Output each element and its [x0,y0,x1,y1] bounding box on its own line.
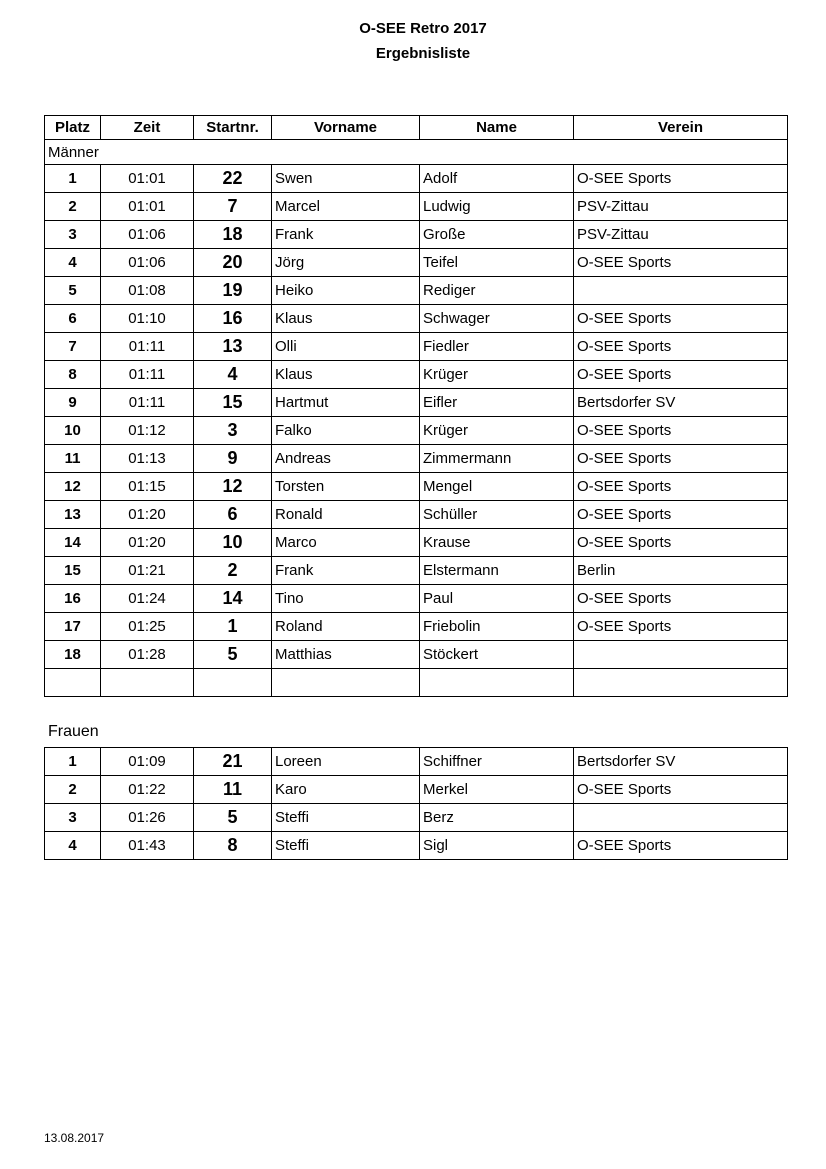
cell-verein: O-SEE Sports [574,165,788,193]
cell-startnr: 7 [194,193,272,221]
cell-verein [574,804,788,832]
cell-zeit: 01:43 [101,832,194,860]
cell-vorname: Swen [272,165,420,193]
cell-name: Krüger [420,361,574,389]
cell-vorname: Frank [272,557,420,585]
women-results-table [44,747,788,860]
cell-verein: O-SEE Sports [574,333,788,361]
page-title: O-SEE Retro 2017 [359,20,487,37]
cell-zeit: 01:15 [101,473,194,501]
cell-startnr: 3 [194,417,272,445]
cell-verein: O-SEE Sports [574,417,788,445]
cell-verein: Bertsdorfer SV [574,389,788,417]
cell-startnr: 18 [194,221,272,249]
cell-zeit: 01:01 [101,165,194,193]
cell-verein: PSV-Zittau [574,221,788,249]
table-row [45,613,788,641]
cell-vorname: Marcel [272,193,420,221]
cell-platz: 18 [45,641,101,669]
cell-vorname: Andreas [272,445,420,473]
cell-vorname: Klaus [272,305,420,333]
table-row [45,529,788,557]
cell-verein: O-SEE Sports [574,832,788,860]
cell-platz: 5 [45,277,101,305]
cell-vorname: Olli [272,333,420,361]
cell-zeit: 01:21 [101,557,194,585]
cell-verein: O-SEE Sports [574,501,788,529]
table-row [45,501,788,529]
cell-zeit: 01:11 [101,333,194,361]
table-row [45,445,788,473]
cell-platz: 10 [45,417,101,445]
cell-verein: O-SEE Sports [574,305,788,333]
cell-startnr: 13 [194,333,272,361]
cell-zeit: 01:10 [101,305,194,333]
cell-vorname: Steffi [272,832,420,860]
cell-platz: 15 [45,557,101,585]
cell-startnr: 4 [194,361,272,389]
col-startnr: Startnr. [194,116,272,140]
cell-name: Eifler [420,389,574,417]
cell-platz: 13 [45,501,101,529]
cell-startnr: 21 [194,748,272,776]
cell-verein: O-SEE Sports [574,585,788,613]
col-vorname: Vorname [272,116,420,140]
cell-startnr: 22 [194,165,272,193]
cell-vorname: Hartmut [272,389,420,417]
cell-name: Teifel [420,249,574,277]
cell-zeit: 01:25 [101,613,194,641]
cell-platz: 2 [45,776,101,804]
cell-zeit: 01:26 [101,804,194,832]
cell-startnr: 8 [194,832,272,860]
cell-zeit: 01:11 [101,361,194,389]
cell-name: Elstermann [420,557,574,585]
cell-startnr: 11 [194,776,272,804]
cell-platz: 14 [45,529,101,557]
cell-zeit: 01:06 [101,249,194,277]
cell-platz: 17 [45,613,101,641]
cell-platz: 1 [45,748,101,776]
table-row [45,641,788,669]
cell-name: Ludwig [420,193,574,221]
col-zeit: Zeit [101,116,194,140]
cell-zeit: 01:20 [101,501,194,529]
cell-name: Zimmermann [420,445,574,473]
cell-vorname: Klaus [272,361,420,389]
cell-vorname: Marco [272,529,420,557]
cell-verein [574,669,788,697]
table-row [45,221,788,249]
table-row [45,804,788,832]
men-results-table [44,115,788,697]
cell-startnr: 5 [194,804,272,832]
cell-name: Schiffner [420,748,574,776]
cell-platz: 11 [45,445,101,473]
cell-verein: O-SEE Sports [574,445,788,473]
table-row [45,748,788,776]
cell-zeit: 01:06 [101,221,194,249]
cell-startnr: 15 [194,389,272,417]
cell-name: Schüller [420,501,574,529]
cell-vorname: Loreen [272,748,420,776]
col-verein: Verein [574,116,788,140]
cell-platz: 1 [45,165,101,193]
cell-verein: Berlin [574,557,788,585]
table-row [45,557,788,585]
cell-vorname: Heiko [272,277,420,305]
table-row [45,832,788,860]
table-row [45,305,788,333]
cell-platz: 16 [45,585,101,613]
cell-name: Merkel [420,776,574,804]
cell-platz: 9 [45,389,101,417]
cell-zeit [101,669,194,697]
cell-name: Sigl [420,832,574,860]
cell-platz: 3 [45,804,101,832]
cell-name: Stöckert [420,641,574,669]
cell-zeit: 01:12 [101,417,194,445]
cell-name: Krüger [420,417,574,445]
cell-startnr [194,669,272,697]
cell-verein [574,641,788,669]
cell-platz: 6 [45,305,101,333]
cell-zeit: 01:08 [101,277,194,305]
section-label-women: Frauen [48,723,99,740]
cell-startnr: 10 [194,529,272,557]
cell-verein: O-SEE Sports [574,529,788,557]
cell-startnr: 16 [194,305,272,333]
cell-startnr: 14 [194,585,272,613]
section-label-men: Männer [45,140,788,165]
table-row [45,249,788,277]
cell-startnr: 5 [194,641,272,669]
cell-startnr: 19 [194,277,272,305]
cell-name: Berz [420,804,574,832]
cell-vorname [272,669,420,697]
cell-zeit: 01:24 [101,585,194,613]
table-row [45,417,788,445]
cell-name: Friebolin [420,613,574,641]
cell-vorname: Ronald [272,501,420,529]
cell-name: Fiedler [420,333,574,361]
table-row [45,389,788,417]
header-row [45,116,788,140]
cell-platz: 12 [45,473,101,501]
cell-name: Krause [420,529,574,557]
cell-verein: O-SEE Sports [574,361,788,389]
col-name: Name [420,116,574,140]
table-row [45,585,788,613]
table-row [45,333,788,361]
cell-zeit: 01:09 [101,748,194,776]
cell-verein: O-SEE Sports [574,613,788,641]
cell-zeit: 01:28 [101,641,194,669]
cell-startnr: 9 [194,445,272,473]
cell-name: Schwager [420,305,574,333]
cell-platz: 4 [45,249,101,277]
col-platz: Platz [45,116,101,140]
cell-startnr: 20 [194,249,272,277]
cell-verein: O-SEE Sports [574,776,788,804]
cell-zeit: 01:11 [101,389,194,417]
cell-startnr: 12 [194,473,272,501]
cell-platz: 3 [45,221,101,249]
table-row [45,669,788,697]
cell-vorname: Steffi [272,804,420,832]
cell-vorname: Falko [272,417,420,445]
cell-verein [574,277,788,305]
cell-platz: 7 [45,333,101,361]
cell-startnr: 1 [194,613,272,641]
cell-zeit: 01:13 [101,445,194,473]
cell-vorname: Frank [272,221,420,249]
cell-platz: 8 [45,361,101,389]
footer-date: 13.08.2017 [44,1131,105,1145]
cell-vorname: Torsten [272,473,420,501]
cell-platz [45,669,101,697]
cell-startnr: 6 [194,501,272,529]
cell-name: Große [420,221,574,249]
cell-vorname: Tino [272,585,420,613]
cell-platz: 4 [45,832,101,860]
table-row [45,277,788,305]
cell-name [420,669,574,697]
table-row [45,165,788,193]
cell-name: Mengel [420,473,574,501]
cell-name: Paul [420,585,574,613]
cell-startnr: 2 [194,557,272,585]
cell-verein: O-SEE Sports [574,473,788,501]
cell-platz: 2 [45,193,101,221]
cell-vorname: Jörg [272,249,420,277]
table-row [45,473,788,501]
cell-zeit: 01:20 [101,529,194,557]
cell-name: Adolf [420,165,574,193]
section-row-men [45,140,788,165]
table-row [45,361,788,389]
table-row [45,776,788,804]
cell-verein: PSV-Zittau [574,193,788,221]
cell-name: Rediger [420,277,574,305]
table-row [45,193,788,221]
page-subtitle: Ergebnisliste [375,45,471,62]
cell-vorname: Matthias [272,641,420,669]
cell-verein: O-SEE Sports [574,249,788,277]
cell-vorname: Karo [272,776,420,804]
cell-verein: Bertsdorfer SV [574,748,788,776]
cell-zeit: 01:01 [101,193,194,221]
cell-vorname: Roland [272,613,420,641]
cell-zeit: 01:22 [101,776,194,804]
